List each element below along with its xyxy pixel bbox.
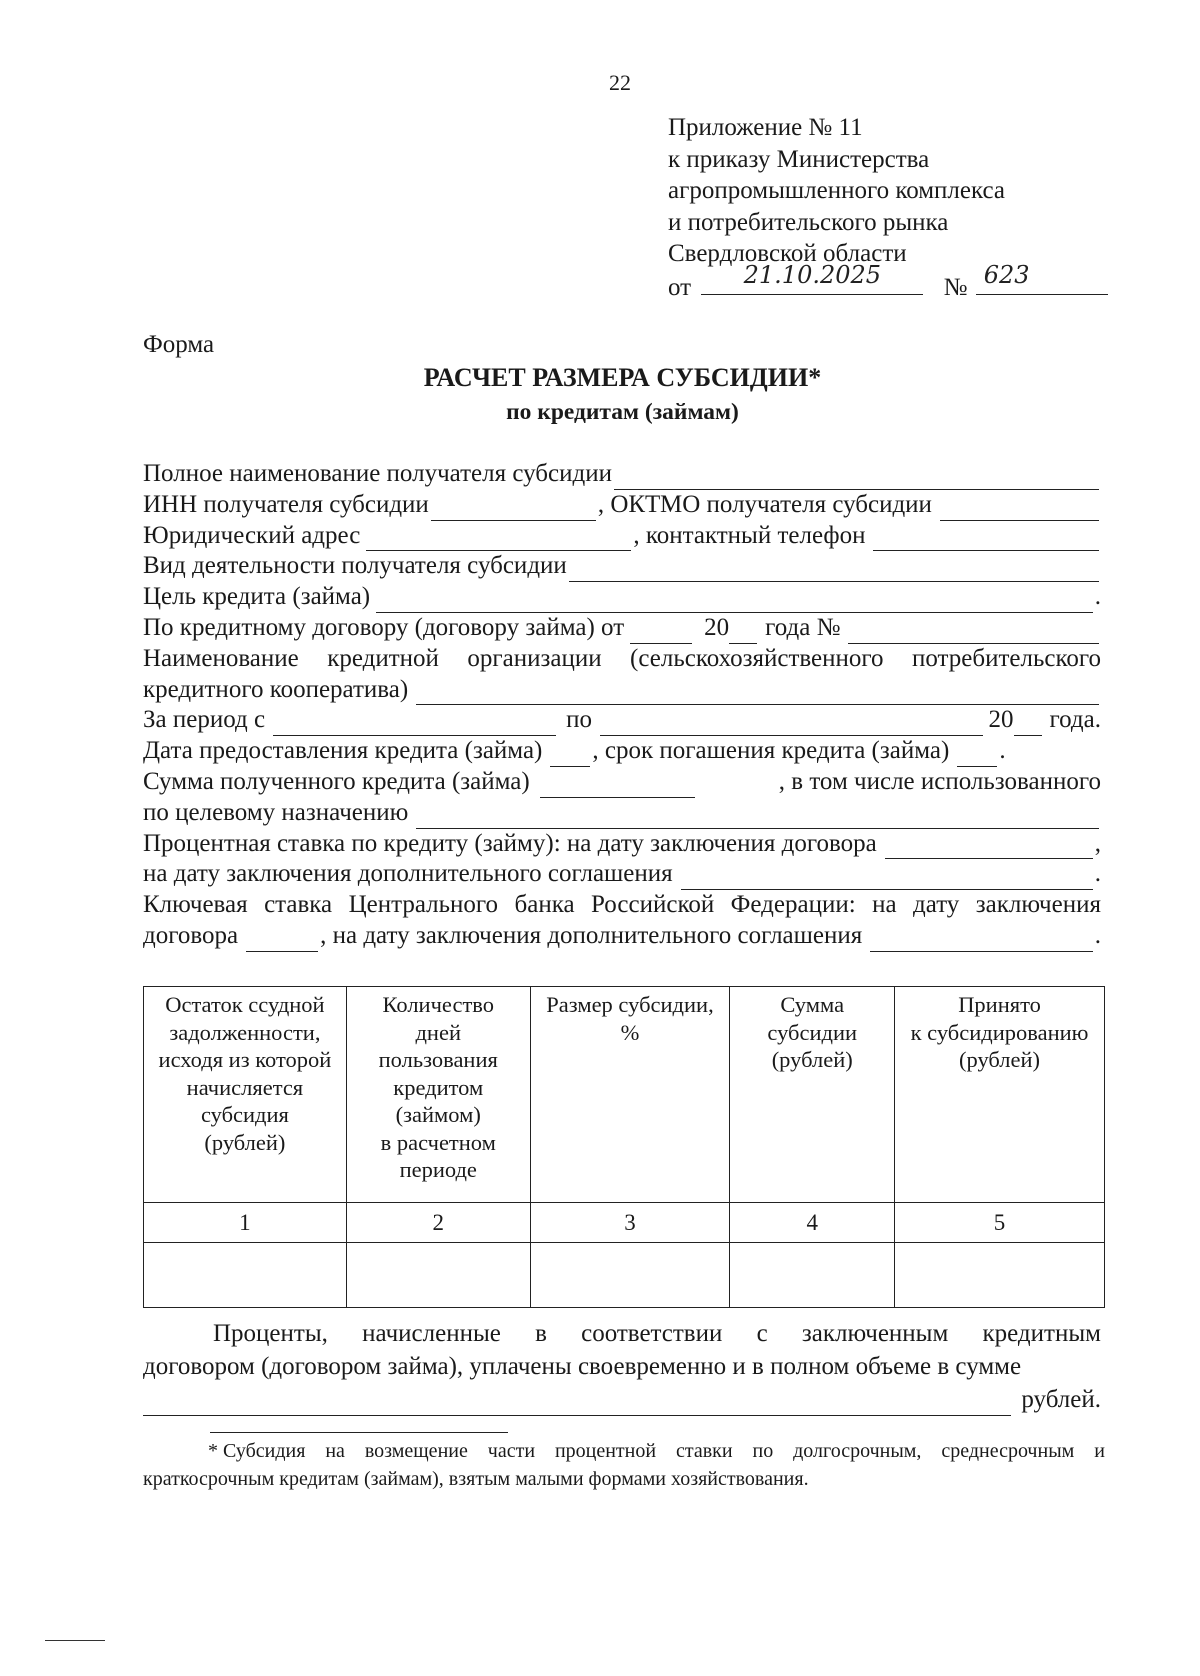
field-label: организации: [467, 644, 602, 672]
footnote-separator: [210, 1432, 508, 1433]
field-key-rate-l2: договора , на дату заключения дополнительного соглашения .: [143, 921, 1101, 952]
recipient-fields: [143, 459, 1101, 952]
field-label: 20: [704, 613, 730, 641]
fill-line: [870, 933, 1093, 952]
fill-line: [885, 840, 1093, 859]
header-text-line: кредитом: [393, 1074, 484, 1100]
column-number: 5: [895, 1203, 1105, 1243]
fill-line: [376, 594, 1093, 613]
appendix-line: Свердловской области: [668, 240, 907, 267]
table-header-row: [144, 987, 1105, 1203]
appendix-block: [668, 112, 1108, 303]
field-label: кредитного кооператива): [143, 675, 409, 703]
field-address-phone: [143, 521, 1101, 552]
field-bank-l1: [143, 644, 1101, 675]
appendix-line: агропромышленного комплекса: [668, 177, 1006, 204]
field-label: года №: [765, 613, 841, 641]
fill-line: [614, 471, 1099, 490]
word: на: [325, 1440, 345, 1462]
field-key-rate-l1: [143, 890, 1101, 921]
field-label: заключения: [975, 891, 1101, 919]
word: * Субсидия: [208, 1440, 306, 1462]
word: процентной: [554, 1440, 657, 1462]
field-full-name: [143, 459, 1101, 490]
field-label: Процентная ставка по кредиту (займу): на дату заключения договора: [143, 829, 877, 857]
document-title: РАСЧЕТ РАЗМЕРА СУБСИДИИ*: [423, 363, 822, 392]
field-activity: [143, 551, 1101, 582]
field-label: на дату заключения дополнительного соглашения: [143, 860, 673, 888]
field-label: Вид деятельности получателя субсидии: [143, 552, 567, 580]
footnote-line: краткосрочным кредитам (займам), взятым малыми формами хозяйствования.: [143, 1468, 809, 1490]
appendix-line: и потребительского рынка: [668, 208, 949, 236]
fill-line: [431, 502, 596, 521]
fill-line: [366, 532, 631, 551]
field-label: Российской: [591, 891, 715, 919]
field-label: , на дату заключения дополнительного соглашения: [320, 921, 863, 949]
page-number: 22: [609, 70, 631, 95]
word: соответствии: [581, 1320, 723, 1347]
table-header-cell: [895, 987, 1105, 1203]
field-label: на: [872, 891, 897, 919]
header-text-line: субсидия: [200, 1102, 289, 1127]
fill-line: [143, 1393, 1011, 1416]
header-text-line: %: [620, 1019, 640, 1045]
table-header-cell: [730, 987, 895, 1203]
subsidy-calculation-table: [143, 986, 1105, 1308]
header-text-line: (рублей): [959, 1047, 1041, 1072]
header-text-line: субсидии: [767, 1019, 858, 1045]
field-period: [143, 705, 1101, 736]
field-rate-contract: Процентная ставка по кредиту (займу): на дату заключения договора ,: [143, 829, 1101, 860]
header-text-line: Количество: [382, 992, 494, 1017]
field-label: потребительского: [912, 644, 1101, 672]
field-label: Дата предоставления кредита (займа): [143, 737, 543, 765]
table-header-cell: [346, 987, 530, 1203]
word: начисленные: [362, 1320, 501, 1347]
field-purpose: Цель кредита (займа) .: [143, 582, 1101, 613]
table-header-cell: [144, 987, 347, 1203]
field-label: 20: [988, 706, 1014, 734]
table-row: [144, 1243, 1105, 1308]
handwritten-number: 623: [983, 261, 1030, 289]
header-text-line: Остаток ссудной: [165, 992, 325, 1017]
table-cell: [530, 1243, 730, 1308]
word: и: [1094, 1440, 1105, 1462]
column-number: 3: [530, 1203, 730, 1243]
field-label: по целевому назначению: [143, 798, 409, 826]
field-label: дату: [913, 891, 960, 919]
field-label: Наименование: [143, 644, 299, 672]
field-label: Ключевая: [143, 891, 248, 919]
field-label: По кредитному договору (договору займа) от: [143, 613, 625, 641]
word: кредитным: [982, 1320, 1101, 1347]
word: по: [752, 1440, 774, 1462]
field-issue-date: Дата предоставления кредита (займа) , срок погашения кредита (займа) .: [143, 736, 1101, 767]
word: с: [756, 1320, 768, 1347]
paragraph-line: [143, 1383, 1101, 1416]
field-bank-l2: [143, 675, 1101, 706]
word: возмещение: [364, 1440, 468, 1462]
field-label: Центрального: [348, 891, 499, 919]
word: в: [535, 1320, 547, 1347]
header-text-line: (рублей): [204, 1129, 286, 1155]
paragraph-suffix: рублей.: [1021, 1386, 1101, 1413]
document-subtitle: по кредитам (займам): [506, 399, 739, 425]
word: заключенным: [801, 1320, 949, 1347]
header-text-line: дней: [415, 1019, 462, 1045]
fill-line: [550, 748, 590, 767]
appendix-line: Приложение № 11: [668, 114, 863, 141]
header-text-line: в расчетном: [380, 1129, 496, 1155]
field-loan-sum: [143, 767, 1101, 798]
fill-line: [416, 686, 1099, 705]
appendix-line: к приказу Министерства: [668, 145, 930, 173]
footnote: [143, 1437, 1105, 1493]
header-text-line: начисляется: [186, 1074, 304, 1100]
field-label: , в том числе использованного: [778, 767, 1101, 795]
field-label: договора: [143, 921, 239, 949]
field-label: ИНН получателя субсидии: [143, 490, 429, 518]
column-number: 4: [730, 1203, 895, 1243]
field-label: года.: [1049, 706, 1101, 734]
form-label: Форма: [143, 331, 215, 358]
fill-line: [957, 748, 997, 767]
field-label: За период с: [143, 706, 266, 734]
word: ставки: [675, 1440, 733, 1462]
fill-line: [416, 810, 1099, 829]
fill-line: [600, 717, 983, 736]
header-text-line: (рублей): [771, 1047, 853, 1072]
fill-line: [569, 563, 1099, 582]
number-blank: [976, 261, 1108, 295]
field-contract: [143, 613, 1101, 644]
table-cell: [346, 1243, 530, 1308]
scan-mark: [45, 1640, 105, 1641]
header-text-line: исходя из которой: [158, 1047, 332, 1072]
column-number: 2: [346, 1203, 530, 1243]
field-label: (сельскохозяйственного: [630, 644, 884, 672]
field-label: Федерации:: [730, 891, 856, 919]
column-number: 1: [144, 1203, 347, 1243]
table-header-cell: [530, 987, 730, 1203]
date-blank: [701, 261, 923, 295]
header-text-line: пользования: [378, 1047, 498, 1072]
word: среднесрочным: [941, 1440, 1075, 1462]
header-text-line: Размер субсидии,: [546, 992, 714, 1017]
number-prefix: №: [943, 273, 968, 301]
header-text-line: Сумма: [780, 992, 845, 1017]
table-cell: [895, 1243, 1105, 1308]
paragraph-line: [143, 1317, 1101, 1350]
field-label: Юридический адрес: [143, 521, 361, 549]
field-label: Полное наименование получателя субсидии: [143, 460, 612, 487]
interest-paid-paragraph: [143, 1317, 1101, 1416]
handwritten-date: 21.10.2025: [743, 261, 882, 289]
field-label: ставка: [264, 891, 333, 919]
fill-line: [630, 625, 692, 644]
table-cell: [730, 1243, 895, 1308]
fill-line: [940, 502, 1099, 521]
field-label: Цель кредита (займа): [143, 583, 371, 611]
appendix-date-line: [668, 261, 1108, 304]
field-inn-oktmo: [143, 490, 1101, 521]
header-text-line: периоде: [399, 1157, 477, 1182]
paragraph-line: договором (договором займа), уплачены своевременно и в полном объеме в сумме: [143, 1353, 1022, 1380]
field-label: кредитной: [327, 644, 439, 672]
table-cell: [144, 1243, 347, 1308]
field-rate-addendum: на дату заключения дополнительного соглашения .: [143, 859, 1101, 890]
fill-line: [848, 625, 1099, 644]
footnote-line: [143, 1437, 1105, 1465]
header-text-line: Принято: [958, 992, 1041, 1017]
field-label: , срок погашения кредита (займа): [592, 737, 950, 765]
fill-line: [729, 625, 757, 644]
word: Проценты,: [213, 1320, 328, 1347]
fill-line: [246, 933, 318, 952]
field-label: , ОКТМО получателя субсидии: [597, 490, 932, 518]
header-text-line: к субсидированию: [910, 1019, 1089, 1045]
fill-line: [540, 779, 695, 798]
header-text-line: задолженности,: [169, 1019, 321, 1045]
word: части: [487, 1440, 536, 1462]
fill-line: [681, 871, 1093, 890]
field-label: Сумма полученного кредита (займа): [143, 767, 530, 795]
date-prefix: от: [668, 273, 692, 301]
header-text-line: (займом): [395, 1102, 481, 1127]
field-label: , контактный телефон: [633, 521, 866, 549]
field-label: банка: [514, 891, 575, 919]
fill-line: [1014, 717, 1042, 736]
word: долгосрочным,: [793, 1440, 922, 1462]
field-label: по: [566, 706, 592, 734]
table-row: [144, 1203, 1105, 1243]
fill-line: [873, 532, 1099, 551]
field-loan-purpose-use: [143, 798, 1101, 829]
fill-line: [273, 717, 556, 736]
